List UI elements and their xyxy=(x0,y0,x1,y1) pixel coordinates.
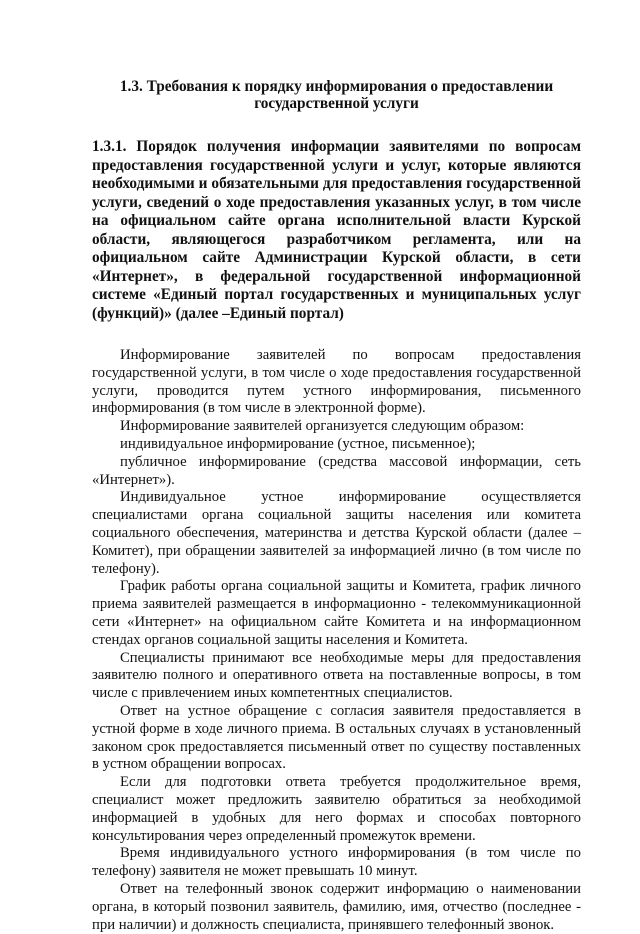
paragraph-oral-answer: Ответ на устное обращение с согласия заявителя предоставляется в устной форме в ходе личного приема. В остальных случаях в установленный законом срок предоставляется письменный ответ по существу поставленных в устном обращении вопросах. xyxy=(92,702,581,773)
body-text xyxy=(92,347,581,934)
paragraph-informing-methods: Информирование заявителей по вопросам предоставления государственной услуги, в том числе о ходе предоставления государственной услуги, проводится путем устного информирования, письменного информирования (в том числе в электронной форме). xyxy=(92,347,581,417)
section-title-line-1: 1.3. Требования к порядку информирования о предоставлении xyxy=(119,78,554,95)
paragraph-long-preparation: Если для подготовки ответа требуется продолжительное время, специалист может предложить заявителю обратиться за необходимой информацией в удобных для него формах и способах повторного консультирования через определенный промежуток времени. xyxy=(92,774,581,844)
paragraph-specialists: Специалисты принимают все необходимые меры для предоставления заявителю полного и оперативного ответа на поставленные вопросы, в том числе с привлечением иных компетентных специалистов. xyxy=(92,649,581,702)
paragraph-time-limit: Время индивидуального устного информирования (в том числе по телефону) заявителя не может превышать 10 минут. xyxy=(92,845,581,880)
paragraph-schedule: График работы органа социальной защиты и Комитета, график личного приема заявителей размещается в информационно - телекоммуникационной сети «Интернет» на официальном сайте Комитета и на информационном стендах органов социальной защиты населения и Комитета. xyxy=(92,578,581,648)
paragraph-organization: Информирование заявителей организуется следующим образом: xyxy=(120,418,525,435)
paragraph-phone-answer: Ответ на телефонный звонок содержит информацию о наименовании органа, в который позвонил заявитель, фамилию, имя, отчество (последнее - при наличии) и должность специалиста, принявшего телефонный звонок. xyxy=(92,880,581,933)
section-title-line-2: государственной услуги xyxy=(254,95,419,112)
section-title xyxy=(92,78,581,112)
document-page xyxy=(92,0,581,934)
paragraph-oral-informing: Индивидуальное устное информирование осуществляется специалистами органа социальной защиты населения или комитета социального обеспечения, материнства и детства Курской области (далее – Комитет), при обращении заявителей за информацией лично (в том числе по телефону). xyxy=(92,489,581,577)
paragraph-public: публичное информирование (средства массовой информации, сеть «Интернет»). xyxy=(92,453,581,488)
paragraph-individual: индивидуальное информирование (устное, письменное); xyxy=(120,435,476,452)
subsection-heading: 1.3.1. Порядок получения информации заявителями по вопросам предоставления государственной услуги и услуг, которые являются необходимыми и обязательными для предоставления государственной услуги, сведений о ходе предоставления указанных услуг, в том числе на официальном сайте органа исполнительной власти Курской области, являющегося разработчиком регламента, или на официальном сайте Администрации Курской области, в сети «Интернет», в федеральной государственной информационной системе «Единый портал государственных и муниципальных услуг (функций)» (далее –Единый портал) xyxy=(92,138,581,322)
